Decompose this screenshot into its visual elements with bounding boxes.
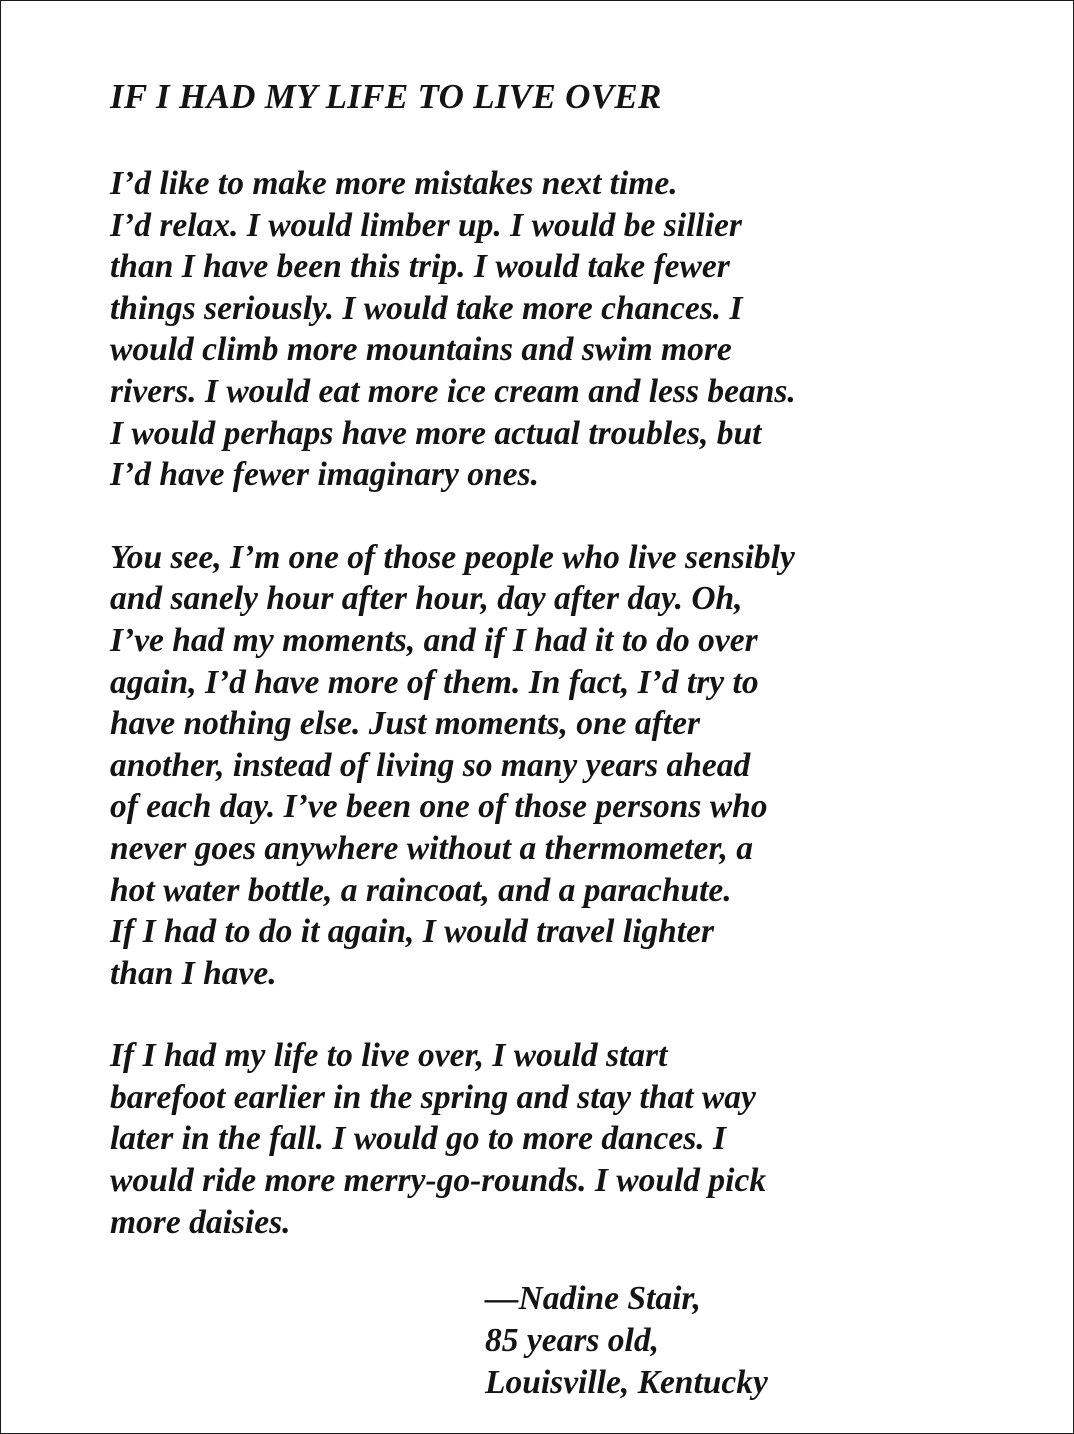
text-line: I would perhaps have more actual troubles, but: [110, 414, 762, 452]
text-line: of each day. I’ve been one of those persons who: [110, 788, 768, 826]
text-line: I’d like to make more mistakes next time.: [110, 165, 678, 202]
text-line: more daisies.: [110, 1203, 291, 1241]
paragraph-3: [110, 1035, 980, 1243]
text-line: If I had to do it again, I would travel lighter: [110, 913, 715, 951]
author-name: —Nadine Stair,: [485, 1280, 701, 1317]
poem-title: IF I HAD MY LIFE TO LIVE OVER: [110, 77, 662, 116]
text-line: I’d have fewer imaginary ones.: [110, 456, 539, 494]
text-line: would climb more mountains and swim more: [110, 331, 732, 369]
author-age: 85 years old,: [485, 1322, 659, 1359]
poem: [110, 75, 980, 1284]
paragraph-1: [110, 163, 980, 496]
text-line: than I have been this trip. I would take fewer: [110, 248, 730, 286]
text-line: things seriously. I would take more chances. I: [110, 289, 743, 327]
text-line: later in the fall. I would go to more dances. I: [110, 1120, 727, 1158]
text-line: would ride more merry-go-rounds. I would pick: [110, 1162, 767, 1200]
text-line: I’ve had my moments, and if I had it to do over: [110, 621, 758, 659]
text-line: rivers. I would eat more ice cream and less beans.: [110, 372, 796, 410]
text-line: and sanely hour after hour, day after day. Oh,: [110, 580, 743, 618]
text-line: again, I’d have more of them. In fact, I’d try to: [110, 663, 759, 701]
author-location: Louisville, Kentucky: [485, 1364, 768, 1401]
text-line: hot water bottle, a raincoat, and a parachute.: [110, 871, 732, 909]
text-line: another, instead of living so many years ahead: [110, 746, 751, 784]
text-line: than I have.: [110, 954, 277, 992]
paragraph-2: [110, 537, 980, 995]
text-line: barefoot earlier in the spring and stay that way: [110, 1078, 756, 1116]
text-line: If I had my life to live over, I would start: [110, 1037, 668, 1075]
text-line: have nothing else. Just moments, one after: [110, 705, 701, 743]
text-line: I’d relax. I would limber up. I would be sillier: [110, 206, 742, 244]
text-line: never goes anywhere without a thermometer, a: [110, 829, 754, 867]
text-line: You see, I’m one of those people who live sensibly: [110, 538, 795, 576]
signature-block: [485, 1278, 768, 1404]
